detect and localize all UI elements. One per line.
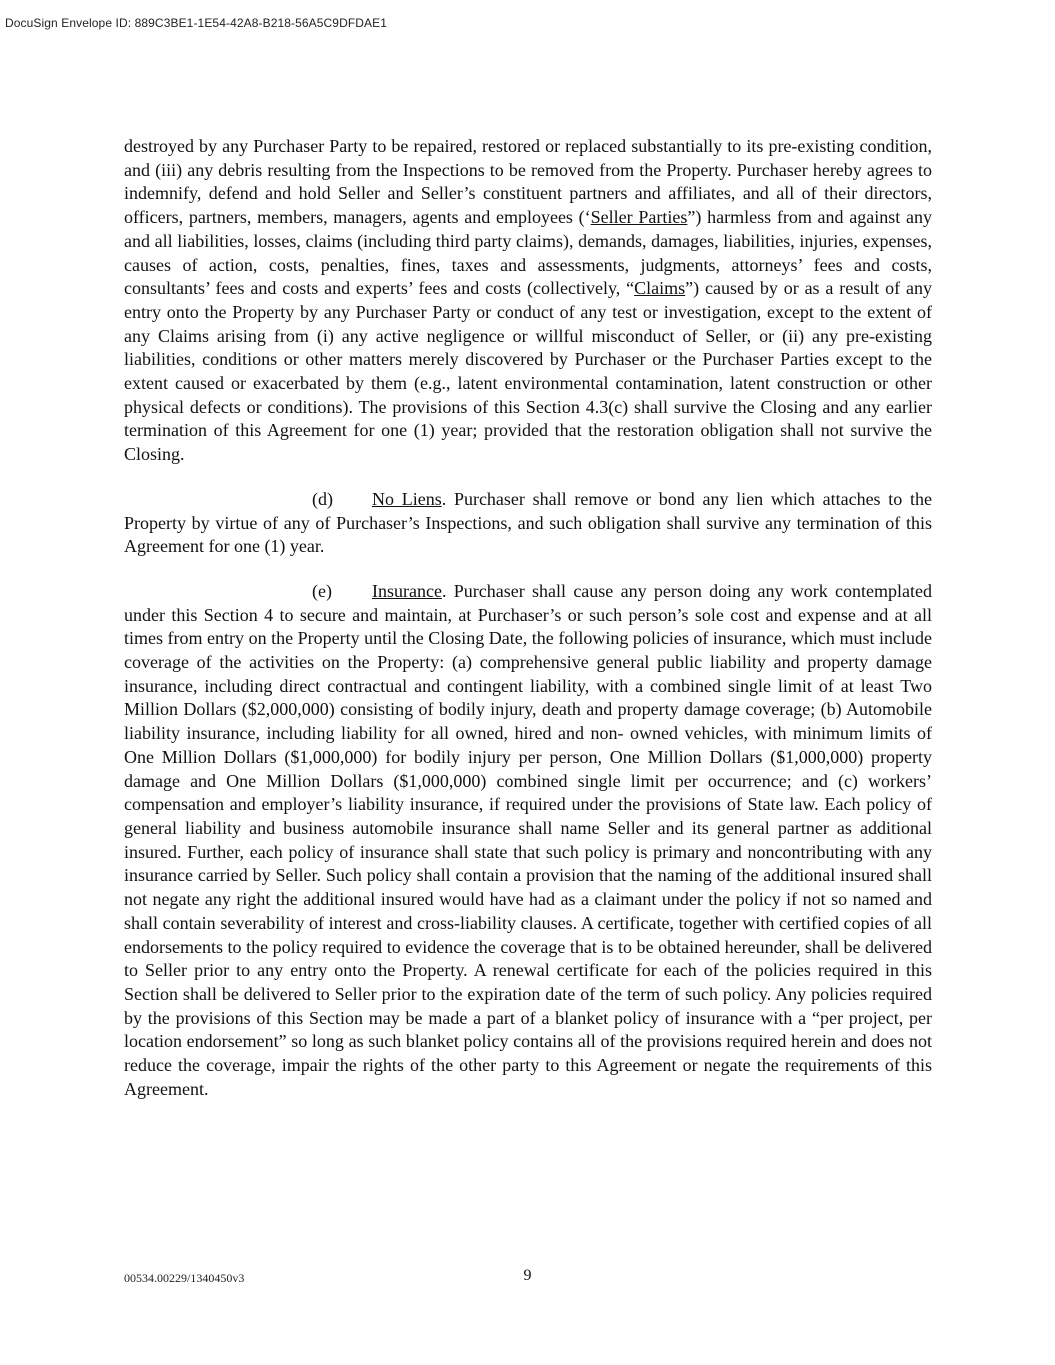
paragraph-text: ”) harmless from and against any and all liabilities, losses, claims (including third party claims), demands, damages, liabilities, injuries, expenses, causes of action, costs, penalties, fines, taxes and assessments, judgments, attorneys’ fees and costs, consultants’ fees and costs and experts’ fees and costs (collectively, “ [124,207,933,299]
section-heading-no-liens: No Liens [372,488,442,509]
paragraph-no-liens [124,488,932,559]
paragraph-text: . Purchaser shall remove or bond any lien which attaches to the Property by virtue of any of Purchaser’s Inspections, and such obligation shall survive any termination of this Agreement for one (1) year. [124,488,932,557]
defined-term-seller-parties: Seller Parties [590,207,688,228]
page-number: 9 [523,1267,532,1284]
document-body [124,135,932,1101]
paragraph-insurance [124,580,932,1101]
paragraph-text: ”) caused by or as a result of any entry onto the Property by any Purchaser Party or conduct of any test or investigation, except to the extent of any Claims arising from (i) any active negligence or willful misconduct of Seller, or (ii) any pre-existing liabilities, conditions or other matters merely discovered by Purchaser or the Purchaser Parties except to the extent caused or exacerbated by them (e.g., latent environmental contamination, latent construction or other physical defects or conditions). The provisions of this Section 4.3(c) shall survive the Closing and any earlier termination of this Agreement for one (1) year; provided that the restoration obligation shall not survive the Closing. [124,278,932,465]
defined-term-claims: Claims [634,278,686,299]
section-heading-insurance: Insurance [372,580,442,601]
paragraph-text: destroyed by any Purchaser Party to be repaired, restored or replaced substantially to its pre-existing condition, and (iii) any debris resulting from the Inspections to be removed from the Property. Purchaser hereby agrees to indemnify, defend and hold Seller and Seller’s constituent partners and affiliates, and all of their directors, officers, partners, members, managers, agents and employees (‘ [124,136,932,228]
section-marker-e: (e) [312,580,332,601]
paragraph-indemnity [124,135,932,467]
paragraph-text: . Purchaser shall cause any person doing any work contemplated under this Section 4 to secure and maintain, at Purchaser’s or such person’s sole cost and expense and at all times from entry on the Property until the Closing Date, the following policies of insurance, which must include coverage of the activities on the Property: (a) comprehensive general public liability and property damage insurance, including direct contractual and contingent liability, with a combined single limit of at least Two Million Dollars ($2,000,000) consisting of bodily injury, death and property damage coverage; (b) Automobile liability insurance, including liability for all owned, hired and non- owned vehicles, with minimum limits of One Million Dollars ($1,000,000) for bodily injury per person, One Million Dollars ($1,000,000) property damage and One Million Dollars ($1,000,000) combined single limit per occurrence; and (c) workers’ compensation and employer’s liability insurance, if required under the provisions of State law. Each policy of general liability and business automobile insurance shall name Seller and its general partner as additional insured. Further, each policy of insurance shall state that such policy is primary and noncontributing with any insurance carried by Seller. Such policy shall contain a provision that the naming of the additional insured shall not negate any right the additional insured would have had as a claimant under the policy if not so named and shall contain severability of interest and cross-liability clauses. A certificate, together with certified copies of all endorsements to the policy required to evidence the coverage that is to be obtained hereunder, shall be delivered to Seller prior to any entry onto the Property. A renewal certificate for each of the policies required in this Section shall be delivered to Seller prior to the expiration date of the term of such policy. Any policies required by the provisions of this Section may be made a part of a blanket policy of insurance with a “per project, per location endorsement” so long as such blanket policy contains all of the provisions required herein and does not reduce the coverage, impair the rights of the other party to this Agreement or negate the requirements of this Agreement. [124,580,932,1099]
docusign-envelope-id: DocuSign Envelope ID: 889C3BE1-1E54-42A8-B218-56A5C9DFDAE1 [5,16,388,30]
footer-document-id: 00534.00229/1340450v3 [124,1271,245,1285]
section-marker-d: (d) [312,488,333,509]
